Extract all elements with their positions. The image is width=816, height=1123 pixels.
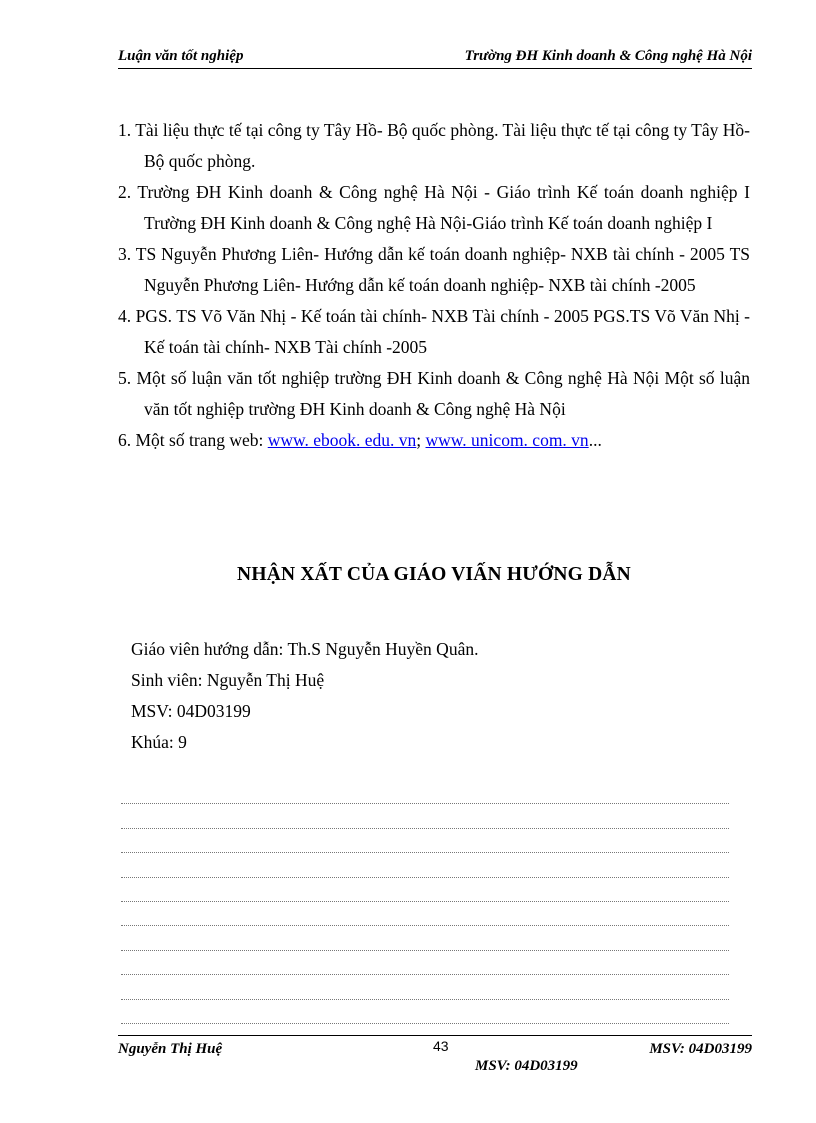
course-line: Khúa: 9 — [131, 732, 187, 752]
reference-item-4: 4. PGS. TS Võ Văn Nhị - Kế toán tài chính- NXB Tài chính - 2005 PGS.TS Võ Văn Nhị - Kế toán tài chính- NXB Tài chính -2005 — [118, 306, 750, 357]
comment-line — [121, 804, 729, 828]
student-info — [131, 634, 478, 758]
reference-item-2: 2. Trường ĐH Kinh doanh & Công nghệ Hà Nội - Giáo trình Kế toán doanh nghiệp I Trường ĐH Kinh doanh & Công nghệ Hà Nội-Giáo trình Kế toán doanh nghiệp I — [118, 182, 750, 233]
unicom-link[interactable]: www. unicom. com. vn — [425, 430, 589, 450]
comment-line — [121, 926, 729, 950]
comment-lines — [121, 780, 729, 1024]
comment-line — [121, 853, 729, 877]
page-number: 43 — [433, 1038, 449, 1054]
reference-list — [118, 115, 750, 456]
header-thesis-label: Luận văn tốt nghiệp — [118, 48, 244, 64]
teacher-line: Giáo viên hướng dẫn: Th.S Nguyễn Huyền Quân. — [131, 639, 479, 659]
footer-msv-repeat: MSV: 04D03199 — [475, 1058, 578, 1074]
ebook-link[interactable]: www. ebook. edu. vn — [267, 430, 417, 450]
comment-line — [121, 975, 729, 999]
reference-item-1: 1. Tài liệu thực tế tại công ty Tây Hồ- Bộ quốc phòng. Tài liệu thực tế tại công ty Tây Hồ- Bộ quốc phòng. — [118, 120, 751, 171]
comment-line — [121, 878, 729, 902]
footer-author: Nguyễn Thị Huệ — [118, 1041, 223, 1057]
comment-line — [121, 780, 729, 804]
section-title: NHẬN XẤT CỦA GIÁO VIẤN HƯỚNG DẪN — [237, 564, 631, 585]
reference-item-6: 6. Một số trang web: www. ebook. edu. vn; www. unicom. com. vn... — [118, 430, 602, 450]
comment-line — [121, 951, 729, 975]
footer-msv: MSV: 04D03199 — [649, 1041, 752, 1057]
footer-rule — [118, 1035, 752, 1036]
msv-line: MSV: 04D03199 — [131, 701, 251, 721]
header-university: Trường ĐH Kinh doanh & Công nghệ Hà Nội — [464, 48, 752, 64]
comment-line — [121, 829, 729, 853]
student-line: Sinh viên: Nguyễn Thị Huệ — [131, 670, 325, 690]
reference-item-3: 3. TS Nguyễn Phương Liên- Hướng dẫn kế toán doanh nghiệp- NXB tài chính - 2005 TS Nguyễn Phương Liên- Hướng dẫn kế toán doanh nghiệp- NXB tài chính -2005 — [118, 244, 750, 295]
page-header — [118, 48, 752, 69]
comment-line — [121, 902, 729, 926]
reference-item-5: 5. Một số luận văn tốt nghiệp trường ĐH Kinh doanh & Công nghệ Hà Nội Một số luận văn tốt nghiệp trường ĐH Kinh doanh & Công nghệ Hà Nội — [118, 368, 750, 419]
comment-line — [121, 1000, 729, 1024]
